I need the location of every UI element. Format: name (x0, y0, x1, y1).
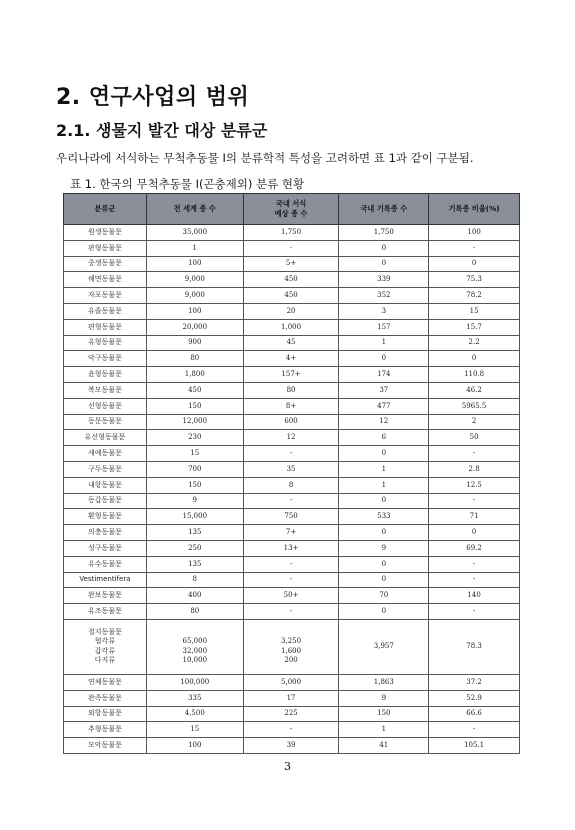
table-cell: 0 (429, 256, 520, 272)
table-cell: 12,000 (146, 414, 243, 430)
table-header-row (64, 194, 520, 225)
table-cell: 9,000 (146, 272, 243, 288)
table-cell: 150 (146, 477, 243, 493)
table-cell: 37 (339, 382, 429, 398)
table-row (64, 414, 520, 430)
table-cell: - (429, 556, 520, 572)
table-cell: 600 (243, 414, 339, 430)
table-cell: 66.6 (429, 706, 520, 722)
table-cell: 15,000 (146, 509, 243, 525)
table-cell: 3,250 1,600 200 (243, 619, 339, 674)
table-cell: 15.7 (429, 319, 520, 335)
taxon-name-cell: 편형동물문 (64, 319, 147, 335)
table-cell: 750 (243, 509, 339, 525)
table-caption: 표 1. 한국의 무척추동물 I(곤충제외) 분류 현황 (70, 177, 305, 191)
table-cell: 39 (243, 738, 339, 754)
table-row (64, 674, 520, 690)
table-cell: 450 (146, 382, 243, 398)
table-cell: 46.2 (429, 382, 520, 398)
table-cell: 900 (146, 335, 243, 351)
table-cell: 0 (339, 556, 429, 572)
table-cell: 477 (339, 398, 429, 414)
table-cell: 12 (243, 430, 339, 446)
taxon-name-cell: 판형동물문 (64, 240, 147, 256)
table-cell: 135 (146, 525, 243, 541)
table-cell: - (429, 572, 520, 588)
table-cell: 157+ (243, 367, 339, 383)
table-row (64, 240, 520, 256)
table-cell: 4+ (243, 351, 339, 367)
table-cell: - (243, 446, 339, 462)
table-cell: 78.2 (429, 288, 520, 304)
table-cell: 20 (243, 303, 339, 319)
table-cell: 80 (243, 382, 339, 398)
table-cell: 17 (243, 690, 339, 706)
table-cell: 3 (339, 303, 429, 319)
table-cell: 8 (243, 477, 339, 493)
taxon-name-cell: 내항동물문 (64, 477, 147, 493)
table-cell: 69.2 (429, 540, 520, 556)
table-cell: 0 (339, 446, 429, 462)
taxon-name-cell: 절지동물문 협각류 갑각류 다지류 (64, 619, 147, 674)
table-cell: 7+ (243, 525, 339, 541)
table-row (64, 430, 520, 446)
table-cell: 13+ (243, 540, 339, 556)
taxon-name-cell: 유조동물문 (64, 604, 147, 620)
table-cell: 15 (429, 303, 520, 319)
table-body (64, 225, 520, 754)
table-cell: - (429, 604, 520, 620)
table-cell: 80 (146, 604, 243, 620)
taxon-name-cell: 유선형동물문 (64, 430, 147, 446)
table-cell: - (243, 604, 339, 620)
table-cell: 9,000 (146, 288, 243, 304)
table-cell: 0 (339, 525, 429, 541)
table-cell: 4,500 (146, 706, 243, 722)
table-cell: 100 (429, 225, 520, 241)
table-cell: 3,957 (339, 619, 429, 674)
table-cell: 1,000 (243, 319, 339, 335)
table-cell: 140 (429, 588, 520, 604)
table-cell: - (243, 493, 339, 509)
table-cell: 250 (146, 540, 243, 556)
table-cell: 9 (339, 690, 429, 706)
table-row (64, 446, 520, 462)
table-cell: 35,000 (146, 225, 243, 241)
table-cell: 1 (339, 722, 429, 738)
table-cell: 78.3 (429, 619, 520, 674)
table-cell: 450 (243, 272, 339, 288)
table-cell: 6 (339, 430, 429, 446)
table-row (64, 572, 520, 588)
taxon-name-cell: 유수동물문 (64, 556, 147, 572)
table-cell: 105.1 (429, 738, 520, 754)
table-row (64, 722, 520, 738)
table-cell: 225 (243, 706, 339, 722)
taxon-name-cell: 새예동물문 (64, 446, 147, 462)
table-cell: 1 (339, 461, 429, 477)
taxon-name-cell: 동갑동물문 (64, 493, 147, 509)
table-cell: 1,863 (339, 674, 429, 690)
table-cell: 9 (339, 540, 429, 556)
table-cell: 150 (146, 398, 243, 414)
table-cell: 335 (146, 690, 243, 706)
table-cell: 533 (339, 509, 429, 525)
table-cell: - (429, 446, 520, 462)
table-cell: 100 (146, 738, 243, 754)
table-cell: 12.5 (429, 477, 520, 493)
column-header: 국내 서식 예상 종 수 (243, 194, 339, 225)
table-cell: 0 (339, 351, 429, 367)
table-row (64, 690, 520, 706)
table-row (64, 351, 520, 367)
taxon-name-cell: 외항동물문 (64, 706, 147, 722)
table-cell: 8+ (243, 398, 339, 414)
table-cell: 5965.5 (429, 398, 520, 414)
table-cell: 8 (146, 572, 243, 588)
table-cell: 12 (339, 414, 429, 430)
table-row (64, 493, 520, 509)
taxon-name-cell: 의충동물문 (64, 525, 147, 541)
body-paragraph: 우리나라에 서식하는 무척추동물 I의 분류학적 특성을 고려하면 표 1과 같이 구분됨. (56, 151, 474, 165)
table-cell: 52.9 (429, 690, 520, 706)
table-cell: 80 (146, 351, 243, 367)
column-header: 기록종 비율(%) (429, 194, 520, 225)
classification-table (63, 193, 520, 754)
taxon-name-cell: 윤형동물문 (64, 367, 147, 383)
table-row (64, 604, 520, 620)
table-cell: 15 (146, 722, 243, 738)
taxon-name-cell: 모악동물문 (64, 738, 147, 754)
table-row (64, 706, 520, 722)
table-row (64, 619, 520, 674)
table-cell: 1,800 (146, 367, 243, 383)
table-cell: 0 (339, 493, 429, 509)
table-cell: 110.8 (429, 367, 520, 383)
table-row (64, 319, 520, 335)
table-cell: - (429, 240, 520, 256)
taxon-name-cell: 해면동물문 (64, 272, 147, 288)
taxon-name-cell: 중생동물문 (64, 256, 147, 272)
table-cell: 100 (146, 256, 243, 272)
table-row (64, 335, 520, 351)
table-row (64, 398, 520, 414)
taxon-name-cell: Vestimentifera (64, 572, 147, 588)
table-row (64, 540, 520, 556)
table-cell: 157 (339, 319, 429, 335)
table-cell: 352 (339, 288, 429, 304)
table-cell: 2.2 (429, 335, 520, 351)
taxon-name-cell: 유즐동물문 (64, 303, 147, 319)
subsection-heading: 2.1. 생물지 발간 대상 분류군 (56, 121, 268, 140)
taxon-name-cell: 환형동물문 (64, 509, 147, 525)
taxon-name-cell: 추형동물문 (64, 722, 147, 738)
column-header: 분류군 (64, 194, 147, 225)
table-cell: 75.3 (429, 272, 520, 288)
table-cell: 50 (429, 430, 520, 446)
taxon-name-cell: 구두동물문 (64, 461, 147, 477)
table-cell: 100,000 (146, 674, 243, 690)
table-cell: - (243, 240, 339, 256)
table-cell: 35 (243, 461, 339, 477)
table-cell: - (243, 572, 339, 588)
taxon-name-cell: 원생동물문 (64, 225, 147, 241)
taxon-name-cell: 완보동물문 (64, 588, 147, 604)
taxon-name-cell: 성구동물문 (64, 540, 147, 556)
table-row (64, 509, 520, 525)
table-cell: 71 (429, 509, 520, 525)
table-cell: 37.2 (429, 674, 520, 690)
table-cell: 0 (339, 604, 429, 620)
table-cell: 1 (339, 335, 429, 351)
taxon-name-cell: 선형동물문 (64, 398, 147, 414)
page-number: 3 (284, 760, 291, 773)
table-row (64, 382, 520, 398)
table-cell: 100 (146, 303, 243, 319)
table-row (64, 367, 520, 383)
table-cell: 1 (339, 477, 429, 493)
taxon-name-cell: 연체동물문 (64, 674, 147, 690)
table-cell: 5,000 (243, 674, 339, 690)
table-cell: 0 (339, 256, 429, 272)
table-cell: 9 (146, 493, 243, 509)
table-row (64, 477, 520, 493)
table-cell: 174 (339, 367, 429, 383)
table-cell: 0 (339, 240, 429, 256)
table-cell: 5+ (243, 256, 339, 272)
taxon-name-cell: 동문동물문 (64, 414, 147, 430)
table-row (64, 256, 520, 272)
table-cell: 65,000 32,000 10,000 (146, 619, 243, 674)
table-cell: 2.8 (429, 461, 520, 477)
table-cell: 0 (339, 572, 429, 588)
table-cell: 45 (243, 335, 339, 351)
table-cell: 1 (146, 240, 243, 256)
table-cell: - (243, 722, 339, 738)
table-row (64, 272, 520, 288)
table-cell: - (243, 556, 339, 572)
table-cell: 1,750 (339, 225, 429, 241)
table-cell: - (429, 722, 520, 738)
table-cell: 0 (429, 525, 520, 541)
table-cell: 400 (146, 588, 243, 604)
table-row (64, 556, 520, 572)
taxon-name-cell: 완족동물문 (64, 690, 147, 706)
table-row (64, 738, 520, 754)
table-cell: 135 (146, 556, 243, 572)
table-row (64, 525, 520, 541)
column-header: 국내 기록종 수 (339, 194, 429, 225)
table-cell: 15 (146, 446, 243, 462)
table-row (64, 461, 520, 477)
table-row (64, 225, 520, 241)
table-cell: 70 (339, 588, 429, 604)
taxon-name-cell: 복모동물문 (64, 382, 147, 398)
table-cell: 700 (146, 461, 243, 477)
table-row (64, 288, 520, 304)
taxon-name-cell: 악구동물문 (64, 351, 147, 367)
table-cell: 2 (429, 414, 520, 430)
table-cell: 150 (339, 706, 429, 722)
table-row (64, 588, 520, 604)
table-cell: 0 (429, 351, 520, 367)
table-cell: 50+ (243, 588, 339, 604)
table-cell: 1,750 (243, 225, 339, 241)
taxon-name-cell: 자포동물문 (64, 288, 147, 304)
taxon-name-cell: 유형동물문 (64, 335, 147, 351)
table-cell: 230 (146, 430, 243, 446)
table-cell: 20,000 (146, 319, 243, 335)
table-row (64, 303, 520, 319)
table-cell: 41 (339, 738, 429, 754)
table-cell: 339 (339, 272, 429, 288)
column-header: 전 세계 종 수 (146, 194, 243, 225)
table-cell: - (429, 493, 520, 509)
section-heading: 2. 연구사업의 범위 (56, 85, 250, 110)
table-cell: 450 (243, 288, 339, 304)
